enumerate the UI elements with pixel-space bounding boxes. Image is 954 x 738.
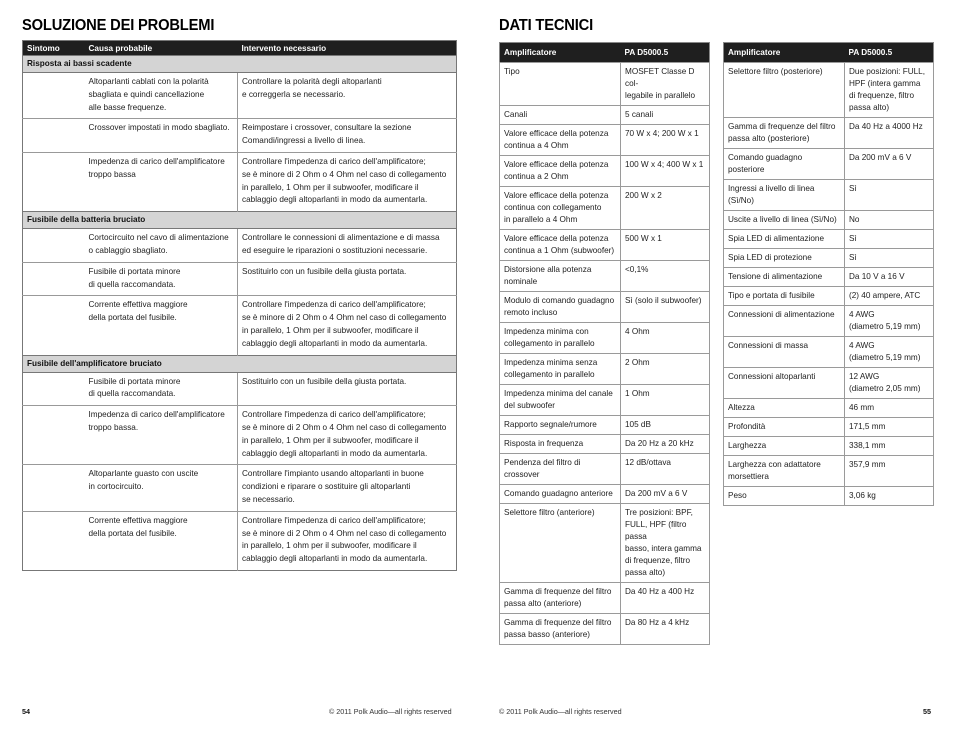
spec-b-header-param: Amplificatore bbox=[724, 43, 845, 63]
spec-b-param-cell: Spia LED di alimentazione bbox=[724, 230, 845, 249]
spec-a-header-model: PA D5000.5 bbox=[621, 43, 710, 63]
spec-b-row bbox=[724, 118, 934, 149]
header-cause: Causa probabile bbox=[85, 41, 238, 56]
spec-b-param-cell: Larghezza con adattatore morsettiera bbox=[724, 456, 845, 487]
table-row bbox=[23, 465, 457, 511]
spec-b-row bbox=[724, 249, 934, 268]
spec-a-row bbox=[500, 454, 710, 485]
spec-a-value-cell: 5 canali bbox=[621, 106, 710, 125]
spec-b-param-cell: Connessioni altoparlanti bbox=[724, 368, 845, 399]
spec-b-param-cell: Tensione di alimentazione bbox=[724, 268, 845, 287]
spec-a-value-cell: 70 W x 4; 200 W x 1 bbox=[621, 125, 710, 156]
spec-b-param-cell: Connessioni di alimentazione bbox=[724, 306, 845, 337]
remedy-cell: Controllare l'impedenza di carico dell'amplificatore; se è minore di 2 Ohm o 4 Ohm nel caso di collegamento in parallelo, 1 Ohm per il subwoofer, modificare il cablaggio degli altoparlanti in modo da aumentarla. bbox=[238, 296, 457, 355]
spec-a-row bbox=[500, 156, 710, 187]
header-remedy: Intervento necessario bbox=[238, 41, 457, 56]
table-row bbox=[23, 296, 457, 355]
spec-a-param-cell: Rapporto segnale/rumore bbox=[500, 416, 621, 435]
spec-a-value-cell: <0,1% bbox=[621, 261, 710, 292]
spec-b-param-cell: Comando guadagno posteriore bbox=[724, 149, 845, 180]
footer-copyright-left: © 2011 Polk Audio—all rights reserved bbox=[329, 707, 452, 716]
cause-cell: Impedenza di carico dell'amplificatore troppo bassa. bbox=[85, 406, 238, 465]
spec-b-row bbox=[724, 337, 934, 368]
spec-a-param-cell: Selettore filtro (anteriore) bbox=[500, 504, 621, 583]
spec-a-param-cell: Impedenza minima senza collegamento in parallelo bbox=[500, 354, 621, 385]
spec-b-row bbox=[724, 399, 934, 418]
symptom-cell bbox=[23, 511, 85, 570]
cause-cell: Altoparlante guasto con uscite in cortocircuito. bbox=[85, 465, 238, 511]
table-row bbox=[23, 511, 457, 570]
spec-b-param-cell: Ingressi a livello di linea (Sì/No) bbox=[724, 180, 845, 211]
spec-b-param-cell: Uscite a livello di linea (Sì/No) bbox=[724, 211, 845, 230]
symptom-cell bbox=[23, 229, 85, 263]
spec-a-row bbox=[500, 435, 710, 454]
cause-cell: Fusibile di portata minore di quella raccomandata. bbox=[85, 372, 238, 406]
spec-a-param-cell: Valore efficace della potenza continua a 1 Ohm (subwoofer) bbox=[500, 230, 621, 261]
spec-b-header-row bbox=[724, 43, 934, 63]
remedy-cell: Controllare l'impedenza di carico dell'amplificatore; se è minore di 2 Ohm o 4 Ohm nel caso di collegamento in parallelo, 1 Ohm per il subwoofer, modificare il cablaggio degli altoparlanti in modo da aumentarla. bbox=[238, 152, 457, 211]
spec-b-row bbox=[724, 487, 934, 506]
spec-a-row bbox=[500, 261, 710, 292]
spec-a-param-cell: Modulo di comando guadagno remoto incluso bbox=[500, 292, 621, 323]
spec-table-b bbox=[723, 42, 934, 506]
table-row bbox=[23, 262, 457, 296]
spec-a-value-cell: Da 200 mV a 6 V bbox=[621, 485, 710, 504]
remedy-cell: Controllare l'impedenza di carico dell'amplificatore; se è minore di 2 Ohm o 4 Ohm nel caso di collegamento in parallelo, 1 Ohm per il subwoofer, modificare il cablaggio degli altoparlanti in modo da aumentarla. bbox=[238, 406, 457, 465]
spec-a-row bbox=[500, 292, 710, 323]
page-title-specs: DATI TECNICI bbox=[499, 17, 594, 34]
spec-b-value-cell: 12 AWG (diametro 2,05 mm) bbox=[845, 368, 934, 399]
symptom-cell bbox=[23, 73, 85, 119]
cause-cell: Crossover impostati in modo sbagliato. bbox=[85, 119, 238, 153]
spec-b-param-cell: Profondità bbox=[724, 418, 845, 437]
spec-a-header-row bbox=[500, 43, 710, 63]
table-row bbox=[23, 372, 457, 406]
spec-a-param-cell: Impedenza minima del canale del subwoofer bbox=[500, 385, 621, 416]
troubleshooting-table bbox=[22, 40, 457, 571]
spec-a-param-cell: Valore efficace della potenza continua con collegamento in parallelo a 4 Ohm bbox=[500, 187, 621, 230]
cause-cell: Corrente effettiva maggiore della portata del fusibile. bbox=[85, 511, 238, 570]
footer-copyright-right: © 2011 Polk Audio—all rights reserved bbox=[499, 707, 622, 716]
spec-a-value-cell: Sì (solo il subwoofer) bbox=[621, 292, 710, 323]
spec-b-param-cell: Peso bbox=[724, 487, 845, 506]
spec-b-value-cell: Due posizioni: FULL, HPF (intera gamma di frequenze, filtro passa alto) bbox=[845, 63, 934, 118]
spec-a-row bbox=[500, 385, 710, 416]
symptom-cell bbox=[23, 465, 85, 511]
troubleshooting-header-row bbox=[23, 41, 457, 56]
spec-b-value-cell: 46 mm bbox=[845, 399, 934, 418]
spec-a-param-cell: Canali bbox=[500, 106, 621, 125]
spec-b-value-cell: Da 10 V a 16 V bbox=[845, 268, 934, 287]
spec-b-row bbox=[724, 418, 934, 437]
page-title-troubleshooting: SOLUZIONE DEI PROBLEMI bbox=[22, 17, 215, 34]
spec-a-value-cell: Da 40 Hz a 400 Hz bbox=[621, 583, 710, 614]
spec-a-value-cell: 4 Ohm bbox=[621, 323, 710, 354]
symptom-cell bbox=[23, 406, 85, 465]
spec-b-value-cell: No bbox=[845, 211, 934, 230]
spec-a-param-cell: Pendenza del filtro di crossover bbox=[500, 454, 621, 485]
header-symptom: Sintomo bbox=[23, 41, 85, 56]
spec-a-header-param: Amplificatore bbox=[500, 43, 621, 63]
spec-a-param-cell: Gamma di frequenze del filtro passa alto (anteriore) bbox=[500, 583, 621, 614]
spec-a-row bbox=[500, 125, 710, 156]
spec-a-row bbox=[500, 106, 710, 125]
remedy-cell: Sostituirlo con un fusibile della giusta portata. bbox=[238, 262, 457, 296]
spec-b-param-cell: Altezza bbox=[724, 399, 845, 418]
symptom-cell bbox=[23, 372, 85, 406]
spec-b-row bbox=[724, 268, 934, 287]
spec-b-value-cell: 4 AWG (diametro 5,19 mm) bbox=[845, 337, 934, 368]
spec-a-param-cell: Tipo bbox=[500, 63, 621, 106]
cause-cell: Fusibile di portata minore di quella raccomandata. bbox=[85, 262, 238, 296]
spec-b-row bbox=[724, 437, 934, 456]
spec-a-row bbox=[500, 614, 710, 645]
spec-a-row bbox=[500, 354, 710, 385]
spec-a-value-cell: 500 W x 1 bbox=[621, 230, 710, 261]
spec-b-value-cell: 338,1 mm bbox=[845, 437, 934, 456]
spec-b-param-cell: Selettore filtro (posteriore) bbox=[724, 63, 845, 118]
spec-a-value-cell: 100 W x 4; 400 W x 1 bbox=[621, 156, 710, 187]
section-row bbox=[23, 355, 457, 372]
spec-a-param-cell: Gamma di frequenze del filtro passa basso (anteriore) bbox=[500, 614, 621, 645]
table-row bbox=[23, 406, 457, 465]
table-row bbox=[23, 152, 457, 211]
spec-b-param-cell: Larghezza bbox=[724, 437, 845, 456]
spec-b-row bbox=[724, 456, 934, 487]
remedy-cell: Controllare la polarità degli altoparlanti e correggerla se necessario. bbox=[238, 73, 457, 119]
spec-b-value-cell: Da 200 mV a 6 V bbox=[845, 149, 934, 180]
spec-a-param-cell: Distorsione alla potenza nominale bbox=[500, 261, 621, 292]
spec-b-param-cell: Tipo e portata di fusibile bbox=[724, 287, 845, 306]
spec-b-row bbox=[724, 368, 934, 399]
spec-a-value-cell: Da 20 Hz a 20 kHz bbox=[621, 435, 710, 454]
spec-a-param-cell: Impedenza minima con collegamento in parallelo bbox=[500, 323, 621, 354]
cause-cell: Impedenza di carico dell'amplificatore troppo bassa bbox=[85, 152, 238, 211]
spec-a-param-cell: Valore efficace della potenza continua a 2 Ohm bbox=[500, 156, 621, 187]
spec-b-row bbox=[724, 306, 934, 337]
spec-b-value-cell: Sì bbox=[845, 180, 934, 211]
symptom-cell bbox=[23, 262, 85, 296]
symptom-cell bbox=[23, 152, 85, 211]
section-row bbox=[23, 212, 457, 229]
spec-b-row bbox=[724, 63, 934, 118]
section-label: Fusibile della batteria bruciato bbox=[23, 212, 457, 229]
spec-a-row bbox=[500, 504, 710, 583]
spec-b-row bbox=[724, 230, 934, 249]
cause-cell: Cortocircuito nel cavo di alimentazione o cablaggio sbagliato. bbox=[85, 229, 238, 263]
remedy-cell: Sostituirlo con un fusibile della giusta portata. bbox=[238, 372, 457, 406]
spec-a-param-cell: Risposta in frequenza bbox=[500, 435, 621, 454]
spec-b-value-cell: 357,9 mm bbox=[845, 456, 934, 487]
table-row bbox=[23, 119, 457, 153]
spec-a-value-cell: 105 dB bbox=[621, 416, 710, 435]
spec-a-row bbox=[500, 485, 710, 504]
spec-a-value-cell: 2 Ohm bbox=[621, 354, 710, 385]
page-number-left: 54 bbox=[22, 707, 30, 716]
remedy-cell: Controllare l'impedenza di carico dell'amplificatore; se è minore di 2 Ohm o 4 Ohm nel caso di collegamento in parallelo, 1 ohm per il subwoofer, modificare il cablaggio degli altoparlanti in modo da aumentarla. bbox=[238, 511, 457, 570]
section-label: Fusibile dell'amplificatore bruciato bbox=[23, 355, 457, 372]
remedy-cell: Controllare l'impianto usando altoparlanti in buone condizioni e riparare o sostituire gli altoparlanti se necessario. bbox=[238, 465, 457, 511]
spec-b-value-cell: 3,06 kg bbox=[845, 487, 934, 506]
spec-a-row bbox=[500, 323, 710, 354]
spec-b-value-cell: Sì bbox=[845, 249, 934, 268]
remedy-cell: Reimpostare i crossover, consultare la sezione Comandi/ingressi a livello di linea. bbox=[238, 119, 457, 153]
spec-b-row bbox=[724, 180, 934, 211]
table-row bbox=[23, 229, 457, 263]
page-number-right: 55 bbox=[923, 707, 931, 716]
spec-a-param-cell: Valore efficace della potenza continua a 4 Ohm bbox=[500, 125, 621, 156]
spec-a-value-cell: 12 dB/ottava bbox=[621, 454, 710, 485]
spec-a-value-cell: Da 80 Hz a 4 kHz bbox=[621, 614, 710, 645]
cause-cell: Corrente effettiva maggiore della portata del fusibile. bbox=[85, 296, 238, 355]
symptom-cell bbox=[23, 119, 85, 153]
spec-b-header-model: PA D5000.5 bbox=[845, 43, 934, 63]
spec-b-row bbox=[724, 149, 934, 180]
spec-b-param-cell: Connessioni di massa bbox=[724, 337, 845, 368]
spec-a-row bbox=[500, 63, 710, 106]
section-row bbox=[23, 56, 457, 73]
spec-a-value-cell: Tre posizioni: BPF, FULL, HPF (filtro passa basso, intera gamma di frequenze, filtro passa alto) bbox=[621, 504, 710, 583]
cause-cell: Altoparlanti cablati con la polarità sbagliata e quindi cancellazione alle basse frequenze. bbox=[85, 73, 238, 119]
symptom-cell bbox=[23, 296, 85, 355]
spec-a-row bbox=[500, 230, 710, 261]
table-row bbox=[23, 73, 457, 119]
spec-b-row bbox=[724, 287, 934, 306]
spec-a-param-cell: Comando guadagno anteriore bbox=[500, 485, 621, 504]
spec-b-value-cell: (2) 40 ampere, ATC bbox=[845, 287, 934, 306]
spec-table-a bbox=[499, 42, 710, 645]
spec-b-param-cell: Spia LED di protezione bbox=[724, 249, 845, 268]
spec-a-row bbox=[500, 416, 710, 435]
spec-b-value-cell: Sì bbox=[845, 230, 934, 249]
spec-b-param-cell: Gamma di frequenze del filtro passa alto (posteriore) bbox=[724, 118, 845, 149]
spec-b-value-cell: 4 AWG (diametro 5,19 mm) bbox=[845, 306, 934, 337]
spec-b-value-cell: Da 40 Hz a 4000 Hz bbox=[845, 118, 934, 149]
remedy-cell: Controllare le connessioni di alimentazione e di massa ed eseguire le riparazioni o sostituzioni necessarie. bbox=[238, 229, 457, 263]
section-label: Risposta ai bassi scadente bbox=[23, 56, 457, 73]
spec-b-value-cell: 171,5 mm bbox=[845, 418, 934, 437]
spec-b-row bbox=[724, 211, 934, 230]
spec-a-value-cell: 200 W x 2 bbox=[621, 187, 710, 230]
spec-a-value-cell: MOSFET Classe D col- legabile in parallelo bbox=[621, 63, 710, 106]
spec-a-row bbox=[500, 187, 710, 230]
spec-a-row bbox=[500, 583, 710, 614]
spec-a-value-cell: 1 Ohm bbox=[621, 385, 710, 416]
